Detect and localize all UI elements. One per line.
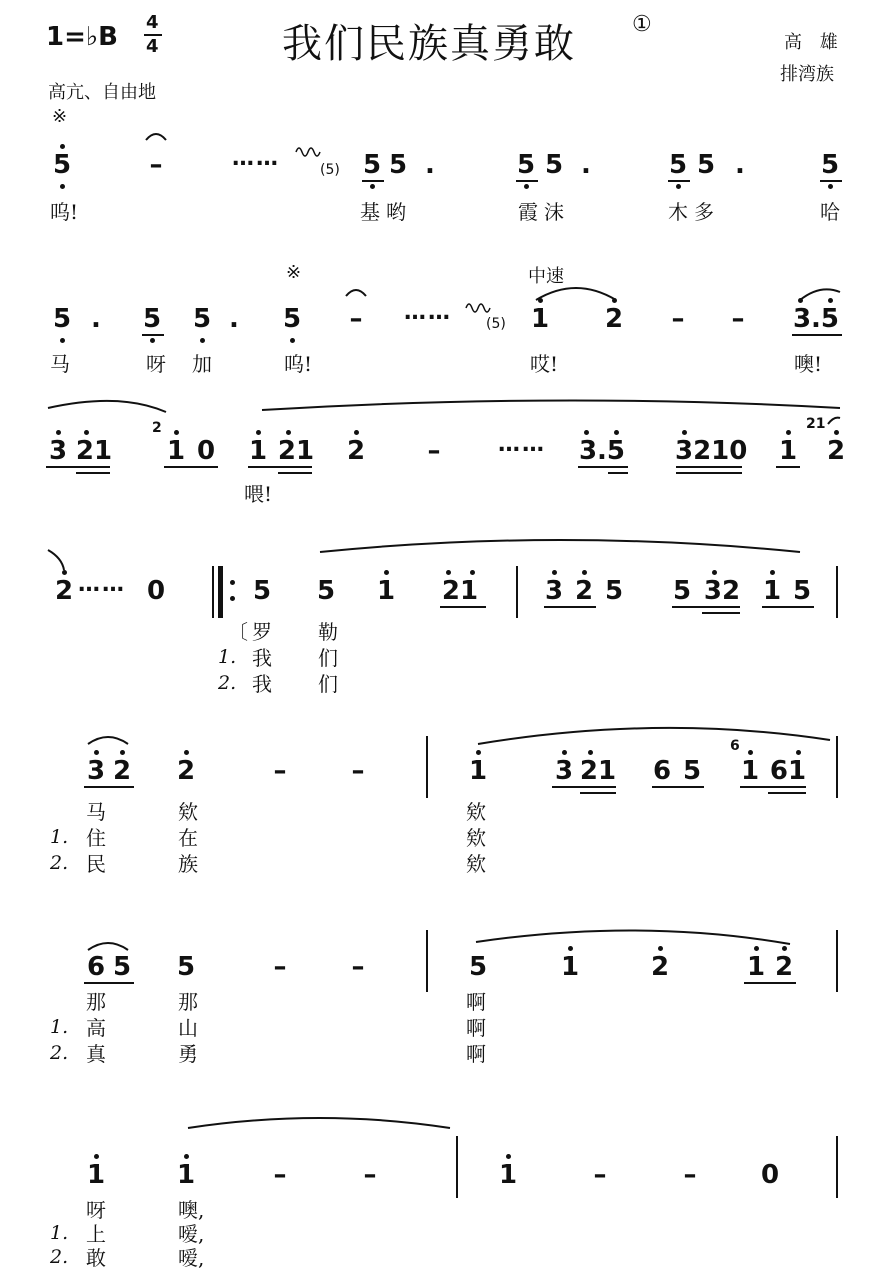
lyric: 马 bbox=[86, 800, 106, 824]
note-group: 3210 bbox=[675, 436, 748, 466]
lyric: 敢 bbox=[86, 1246, 106, 1270]
note-dot-high bbox=[754, 946, 759, 951]
underline bbox=[516, 180, 538, 182]
lyric: 喂! bbox=[244, 482, 273, 506]
underline bbox=[544, 606, 596, 608]
note: 2 bbox=[826, 436, 846, 466]
note-pair: 32 bbox=[703, 576, 741, 606]
note-dot-high bbox=[56, 430, 61, 435]
lyric-bracket: 〔 bbox=[228, 620, 248, 644]
underline bbox=[762, 606, 814, 608]
note: 1 bbox=[166, 436, 186, 466]
verse-number: 1. bbox=[50, 826, 69, 848]
note-dot-low bbox=[370, 184, 375, 189]
note-dot-high bbox=[786, 430, 791, 435]
dash: – bbox=[671, 304, 685, 334]
note-dot-low bbox=[150, 338, 155, 343]
underline bbox=[744, 982, 796, 984]
note: 5 bbox=[192, 304, 212, 334]
verse-number: 1. bbox=[50, 1222, 69, 1244]
note-dot-high bbox=[770, 570, 775, 575]
dots: …… bbox=[78, 572, 126, 597]
dash: – bbox=[593, 1160, 607, 1190]
barline bbox=[836, 566, 838, 618]
dots: …… bbox=[498, 432, 546, 457]
note-dot-high bbox=[588, 750, 593, 755]
lyric: 嗳, bbox=[178, 1222, 205, 1246]
verse-number: 2. bbox=[50, 1246, 69, 1268]
underline bbox=[776, 466, 800, 468]
note-dot-low bbox=[200, 338, 205, 343]
note-dot-high bbox=[614, 430, 619, 435]
dash: – bbox=[149, 150, 163, 180]
lyric: 欸 bbox=[466, 826, 486, 850]
note: 1 bbox=[530, 304, 550, 334]
lyric: 啊 bbox=[466, 1042, 486, 1066]
note-dot-high bbox=[538, 298, 543, 303]
barline bbox=[836, 930, 838, 992]
note: 5 bbox=[682, 756, 702, 786]
note: 1 bbox=[498, 1160, 518, 1190]
lyric: 上 bbox=[86, 1222, 106, 1246]
underline bbox=[676, 472, 742, 474]
lyric: 山 bbox=[178, 1016, 198, 1040]
note: 5 bbox=[792, 576, 812, 606]
note: 5 bbox=[388, 150, 408, 180]
underline bbox=[792, 334, 842, 336]
note: 5 bbox=[282, 304, 302, 334]
note-dot-high bbox=[470, 570, 475, 575]
note-dot-high bbox=[256, 430, 261, 435]
lyric: 罗 bbox=[252, 620, 272, 644]
note: 5 bbox=[52, 304, 72, 334]
underline bbox=[84, 786, 134, 788]
dash: – bbox=[351, 756, 365, 786]
note: 5 bbox=[142, 304, 162, 334]
note: 5 bbox=[544, 150, 564, 180]
underline bbox=[672, 606, 740, 608]
lyric: 噢! bbox=[794, 352, 823, 376]
lyric: 基哟 bbox=[360, 200, 412, 224]
note: 6 bbox=[86, 952, 106, 982]
dash: – bbox=[273, 952, 287, 982]
lyric: 马 bbox=[50, 352, 70, 376]
underline bbox=[820, 180, 842, 182]
note-dot-high bbox=[828, 298, 833, 303]
note-dot-low bbox=[60, 184, 65, 189]
note-dot-high bbox=[94, 1154, 99, 1159]
lyric: 勒 bbox=[318, 620, 338, 644]
underline bbox=[702, 612, 740, 614]
underline bbox=[248, 466, 312, 468]
repeat-barline-thick bbox=[218, 566, 223, 618]
underline bbox=[164, 466, 218, 468]
note-pair: 3.5 bbox=[792, 304, 840, 334]
lyric: 那 bbox=[86, 990, 106, 1014]
dots: …… bbox=[404, 300, 452, 325]
lyric: 我 bbox=[252, 646, 272, 670]
note-dot-high bbox=[476, 750, 481, 755]
segno-mark: ※ bbox=[52, 106, 68, 127]
lyric: 们 bbox=[318, 672, 338, 696]
note: 2 bbox=[176, 756, 196, 786]
note-dot-high bbox=[62, 570, 67, 575]
note: 1 bbox=[740, 756, 760, 786]
underline bbox=[578, 466, 628, 468]
dots: …… bbox=[232, 146, 280, 171]
note-dot-low bbox=[676, 184, 681, 189]
note: 3 bbox=[544, 576, 564, 606]
note-dot-low bbox=[828, 184, 833, 189]
lyric: 真 bbox=[86, 1042, 106, 1066]
note: 2 bbox=[346, 436, 366, 466]
note: 2 bbox=[574, 576, 594, 606]
underline bbox=[46, 466, 110, 468]
note-dot-high bbox=[834, 430, 839, 435]
note-dot-high bbox=[712, 570, 717, 575]
note-dot-high bbox=[658, 946, 663, 951]
underline bbox=[362, 180, 384, 182]
note-dot-high bbox=[562, 750, 567, 755]
lyric: 呜! bbox=[284, 352, 313, 376]
note-pair: 21 bbox=[579, 756, 617, 786]
note: 5 bbox=[668, 150, 688, 180]
lyric: 嗳, bbox=[178, 1246, 205, 1270]
dash: – bbox=[273, 1160, 287, 1190]
verse-number: 2. bbox=[50, 1042, 69, 1064]
rest: 0 bbox=[146, 576, 166, 606]
tempo-intro: 高亢、自由地 bbox=[48, 82, 156, 103]
note: 5 bbox=[52, 150, 72, 180]
note: 3 bbox=[86, 756, 106, 786]
dot-duration: . bbox=[581, 150, 591, 180]
underline bbox=[440, 606, 486, 608]
underline bbox=[768, 792, 806, 794]
note-dot-high bbox=[384, 570, 389, 575]
note-pair: 3.5 bbox=[578, 436, 626, 466]
note: 5 bbox=[176, 952, 196, 982]
lyric: 哈 bbox=[820, 200, 840, 224]
note: 2 bbox=[54, 576, 74, 606]
barline bbox=[836, 736, 838, 798]
dash: – bbox=[273, 756, 287, 786]
key-signature: 1=♭B bbox=[46, 22, 118, 52]
note-dot-high bbox=[584, 430, 589, 435]
lyric: 们 bbox=[318, 646, 338, 670]
grace-note: 21 bbox=[806, 416, 826, 432]
barline bbox=[426, 930, 428, 992]
note: 1 bbox=[376, 576, 396, 606]
note-dot-high bbox=[582, 570, 587, 575]
note: 1 bbox=[560, 952, 580, 982]
note: 2 bbox=[604, 304, 624, 334]
underline bbox=[608, 472, 628, 474]
repeat-barline-thin bbox=[212, 566, 214, 618]
note: 5 bbox=[820, 150, 840, 180]
note: 3 bbox=[48, 436, 68, 466]
grace-note: 2 bbox=[152, 420, 162, 436]
note: 2 bbox=[774, 952, 794, 982]
lyric: 哎! bbox=[530, 352, 559, 376]
footnote-mark: ① bbox=[632, 12, 652, 37]
lyric: 呜! bbox=[50, 200, 79, 224]
dash: – bbox=[363, 1160, 377, 1190]
lyric: 族 bbox=[178, 852, 198, 876]
time-signature-bottom: 4 bbox=[146, 36, 159, 57]
dash: – bbox=[349, 304, 363, 334]
note-dot-high bbox=[748, 750, 753, 755]
note-pair: 21 bbox=[441, 576, 479, 606]
barline bbox=[516, 566, 518, 618]
lyric: 噢, bbox=[178, 1198, 205, 1222]
underline bbox=[652, 786, 704, 788]
segno-mark: ※ bbox=[286, 262, 302, 283]
note: 1 bbox=[86, 1160, 106, 1190]
grace-note: 6 bbox=[730, 738, 740, 754]
note-dot-high bbox=[60, 144, 65, 149]
note-dot-high bbox=[612, 298, 617, 303]
note-dot-high bbox=[84, 430, 89, 435]
note-dot-high bbox=[184, 1154, 189, 1159]
dash: – bbox=[683, 1160, 697, 1190]
verse-number: 1. bbox=[218, 646, 237, 668]
note-dot-high bbox=[286, 430, 291, 435]
lyric: 霞沫 bbox=[518, 200, 570, 224]
dot-duration: . bbox=[229, 304, 239, 334]
grace-note: (5) bbox=[486, 316, 506, 332]
note: 5 bbox=[362, 150, 382, 180]
underline bbox=[668, 180, 690, 182]
note: 1 bbox=[468, 756, 488, 786]
note: 5 bbox=[468, 952, 488, 982]
repeat-dot bbox=[230, 596, 235, 601]
lyric: 那 bbox=[178, 990, 198, 1014]
note-dot-high bbox=[446, 570, 451, 575]
ethnicity: 排湾族 bbox=[780, 64, 834, 85]
lyric: 勇 bbox=[178, 1042, 198, 1066]
verse-number: 2. bbox=[218, 672, 237, 694]
note-dot-high bbox=[782, 946, 787, 951]
lyric: 欸 bbox=[466, 852, 486, 876]
note: 5 bbox=[604, 576, 624, 606]
note: 5 bbox=[112, 952, 132, 982]
underline bbox=[740, 786, 806, 788]
note: 1 bbox=[176, 1160, 196, 1190]
dash: – bbox=[351, 952, 365, 982]
lyric: 民 bbox=[86, 852, 106, 876]
note: 5 bbox=[252, 576, 272, 606]
lyric: 啊 bbox=[466, 990, 486, 1014]
underline bbox=[278, 472, 312, 474]
lyric: 住 bbox=[86, 826, 106, 850]
note-pair: 21 bbox=[277, 436, 315, 466]
underline bbox=[84, 982, 134, 984]
note-dot-high bbox=[174, 430, 179, 435]
note-dot-low bbox=[290, 338, 295, 343]
barline bbox=[426, 736, 428, 798]
tempo-mid: 中速 bbox=[528, 266, 564, 287]
lyric: 高 bbox=[86, 1016, 106, 1040]
note-dot-high bbox=[568, 946, 573, 951]
note-dot-low bbox=[524, 184, 529, 189]
note-dot-low bbox=[60, 338, 65, 343]
note-dot-high bbox=[552, 570, 557, 575]
note: 5 bbox=[672, 576, 692, 606]
lyric: 呀 bbox=[86, 1198, 106, 1222]
song-title: 我们民族真勇敢 bbox=[282, 21, 576, 67]
note: 1 bbox=[778, 436, 798, 466]
note: 1 bbox=[762, 576, 782, 606]
repeat-dot bbox=[230, 580, 235, 585]
note-dot-high bbox=[120, 750, 125, 755]
grace-note: (5) bbox=[320, 162, 340, 178]
lyric: 欸 bbox=[466, 800, 486, 824]
lyric: 欸 bbox=[178, 800, 198, 824]
note-pair: 61 bbox=[769, 756, 807, 786]
note-pair: 21 bbox=[75, 436, 113, 466]
note-dot-high bbox=[798, 298, 803, 303]
lyric: 啊 bbox=[466, 1016, 486, 1040]
lyric: 呀加 bbox=[146, 352, 238, 376]
verse-number: 2. bbox=[50, 852, 69, 874]
note-dot-high bbox=[796, 750, 801, 755]
dash: – bbox=[731, 304, 745, 334]
note-dot-high bbox=[184, 750, 189, 755]
dot-duration: . bbox=[91, 304, 101, 334]
underline bbox=[580, 792, 616, 794]
note-dot-high bbox=[682, 430, 687, 435]
underline bbox=[142, 334, 164, 336]
lyric: 我 bbox=[252, 672, 272, 696]
time-signature-top: 4 bbox=[146, 12, 159, 33]
note-dot-high bbox=[354, 430, 359, 435]
dash: – bbox=[427, 436, 441, 466]
note: 5 bbox=[516, 150, 536, 180]
note-dot-high bbox=[506, 1154, 511, 1159]
rest: 0 bbox=[760, 1160, 780, 1190]
note: 1 bbox=[746, 952, 766, 982]
verse-number: 1. bbox=[50, 1016, 69, 1038]
note: 6 bbox=[652, 756, 672, 786]
note: 5 bbox=[316, 576, 336, 606]
note: 3 bbox=[554, 756, 574, 786]
underline bbox=[552, 786, 616, 788]
lyric: 在 bbox=[178, 826, 198, 850]
lyric: 木多 bbox=[668, 200, 720, 224]
underline bbox=[76, 472, 110, 474]
author: 高 雄 bbox=[784, 32, 844, 53]
note: 2 bbox=[650, 952, 670, 982]
barline bbox=[456, 1136, 458, 1198]
underline bbox=[676, 466, 742, 468]
dot-duration: . bbox=[735, 150, 745, 180]
note: 1 bbox=[248, 436, 268, 466]
note: 2 bbox=[112, 756, 132, 786]
note-dot-high bbox=[94, 750, 99, 755]
barline bbox=[836, 1136, 838, 1198]
note: 5 bbox=[696, 150, 716, 180]
rest: 0 bbox=[196, 436, 216, 466]
dot-duration: . bbox=[425, 150, 435, 180]
